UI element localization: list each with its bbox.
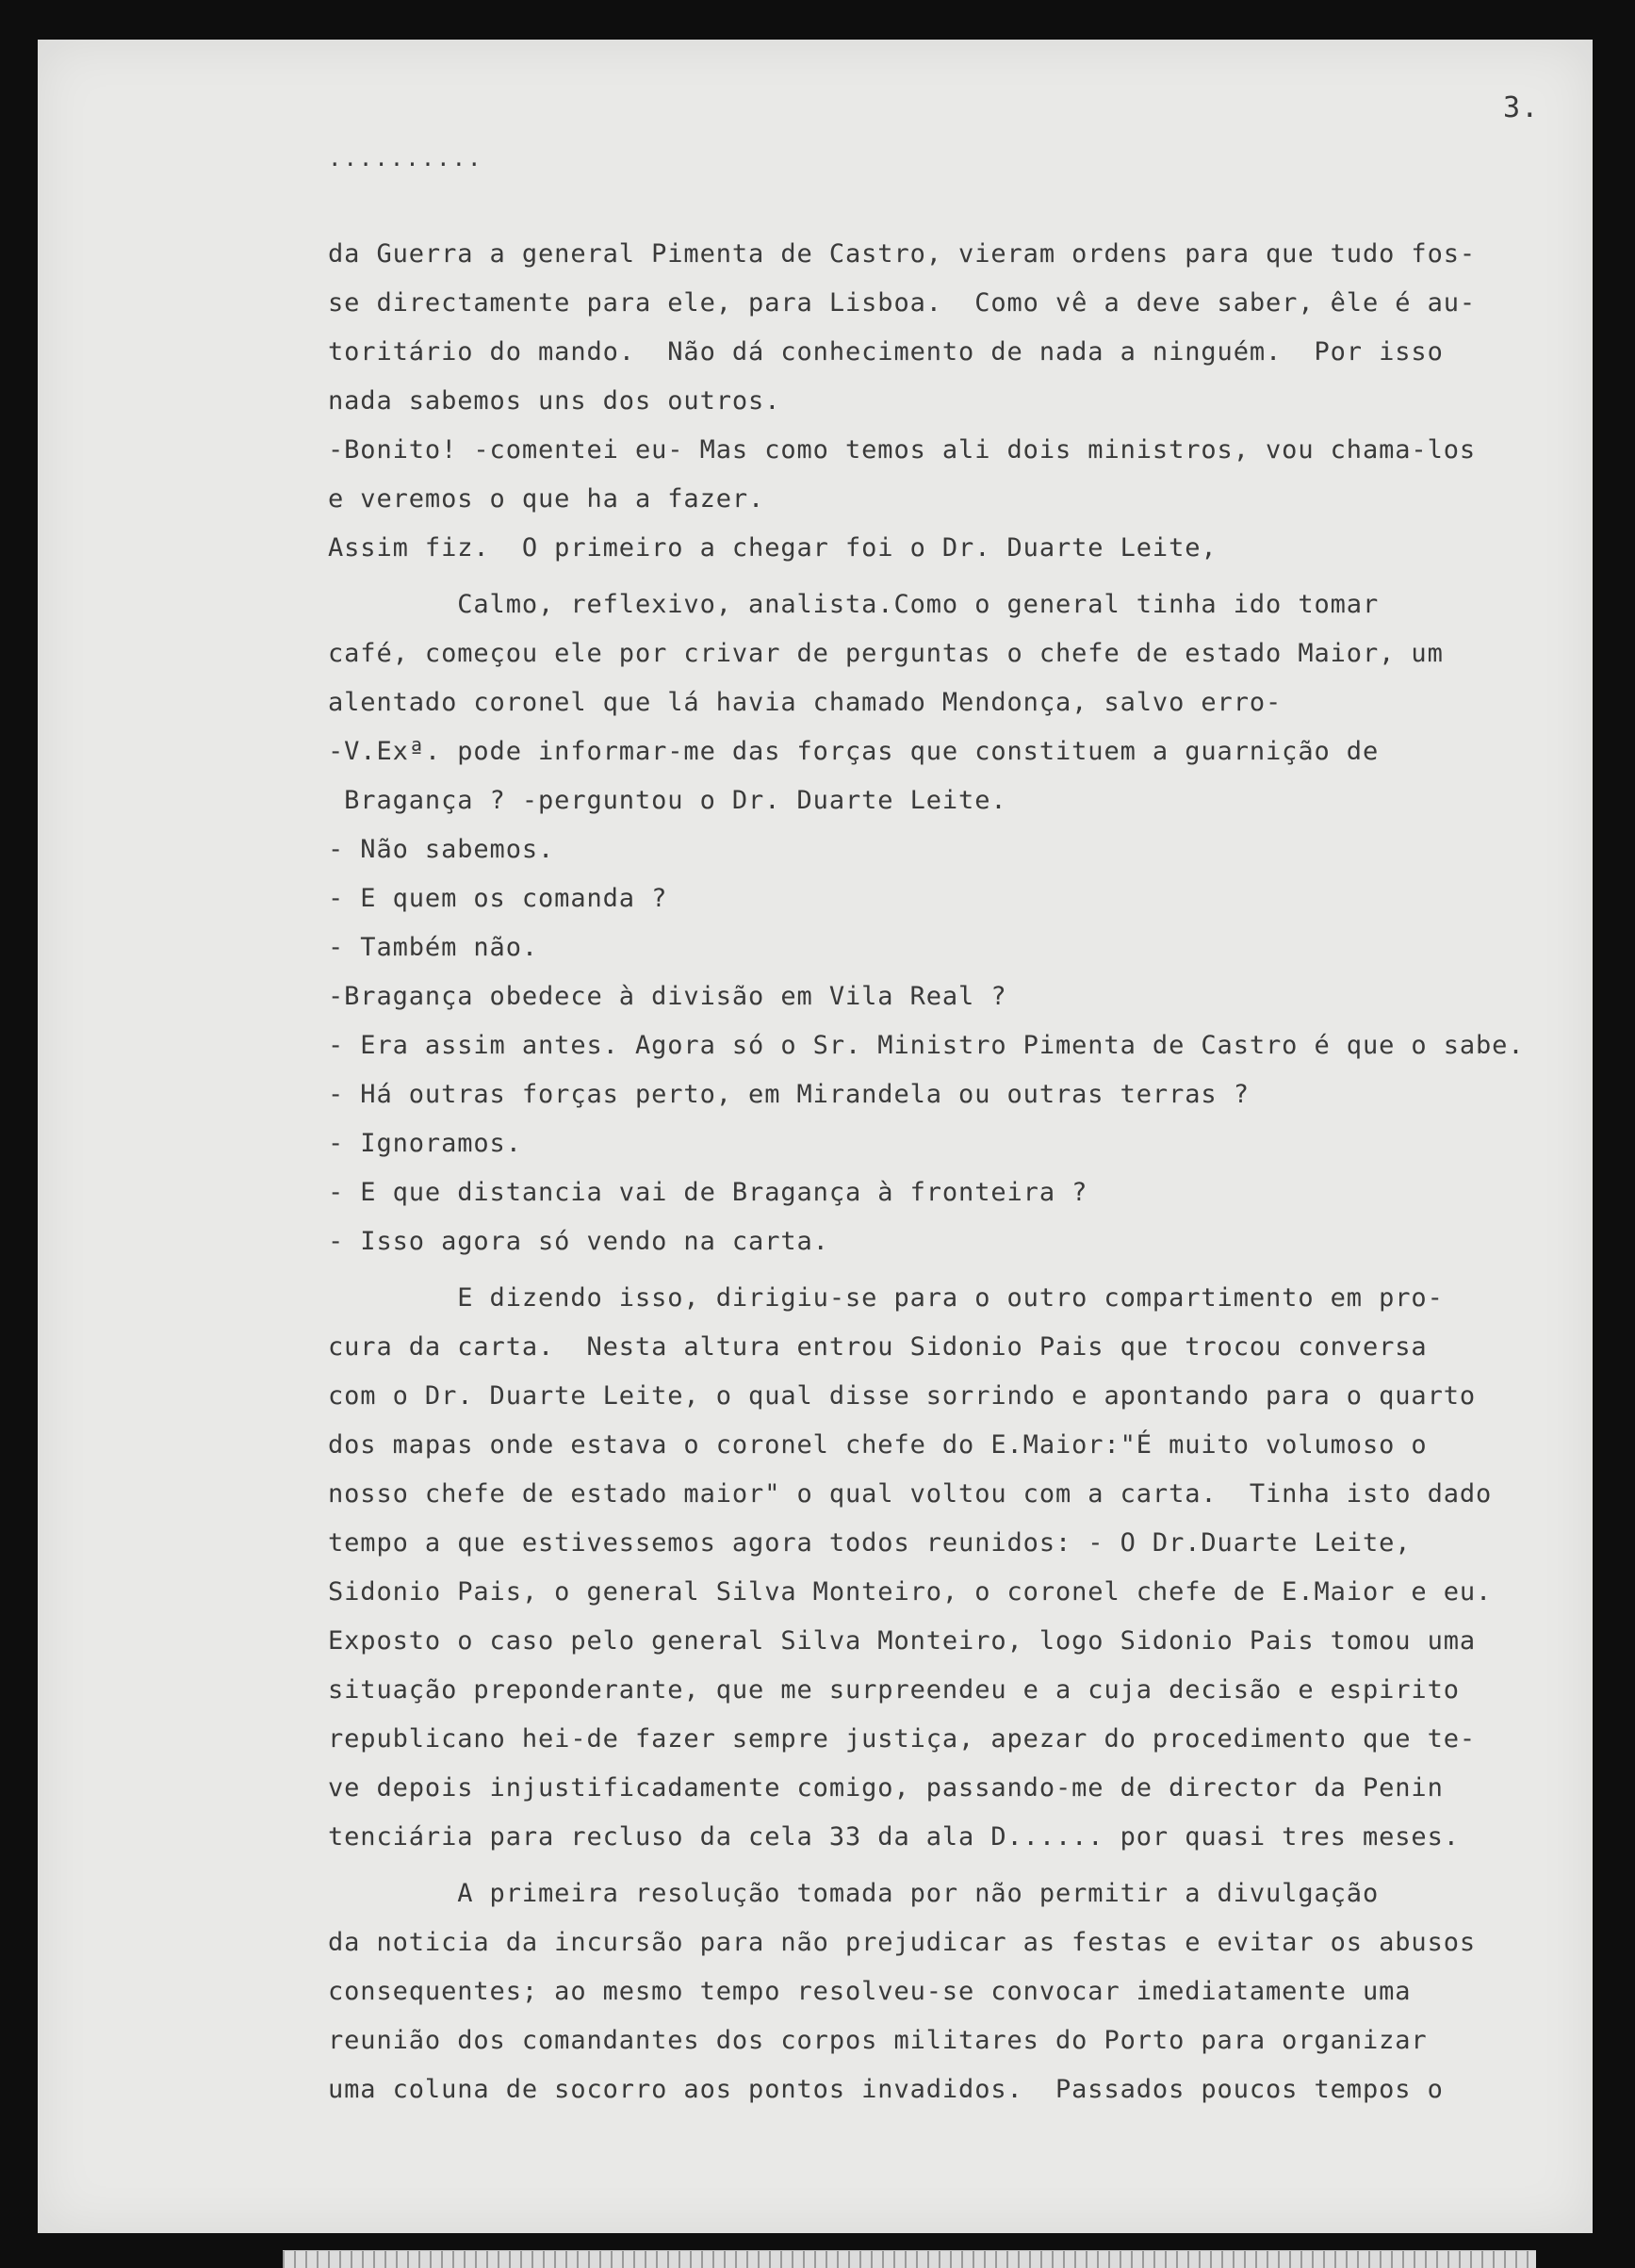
continuation-marker: .......... — [328, 145, 483, 171]
text-line: Assim fiz. O primeiro a chegar foi o Dr. Duarte Leite, — [328, 533, 1218, 563]
text-line: da noticia da incursão para não prejudicar as festas e evitar os abusos — [328, 1928, 1477, 1957]
text-line: - Também não. — [328, 933, 539, 962]
text-line: -Bragança obedece à divisão em Vila Real ? — [328, 982, 1007, 1011]
text-line: - Não sabemos. — [328, 835, 555, 864]
text-line: café, começou ele por crivar de perguntas o chefe de estado Maior, um — [328, 639, 1444, 668]
text-line: tenciária para recluso da cela 33 da ala D...... por quasi tres meses. — [328, 1822, 1460, 1852]
text-line: ve depois injustificadamente comigo, passando-me de director da Penin — [328, 1773, 1444, 1803]
text-line: - E quem os comanda ? — [328, 884, 668, 913]
text-line: e veremos o que ha a fazer. — [328, 484, 765, 514]
text-line: Exposto o caso pelo general Silva Monteiro, logo Sidonio Pais tomou uma — [328, 1626, 1477, 1656]
text-line: consequentes; ao mesmo tempo resolveu-se convocar imediatamente uma — [328, 1977, 1412, 2006]
text-line: situação preponderante, que me surpreendeu e a cuja decisão e espirito — [328, 1675, 1460, 1705]
text-line: -V.Exª. pode informar-me das forças que constituem a guarnição de — [328, 737, 1380, 766]
text-line: Sidonio Pais, o general Silva Monteiro, o coronel chefe de E.Maior e eu. — [328, 1577, 1493, 1607]
text-line: A primeira resolução tomada por não permitir a divulgação — [328, 1879, 1380, 1908]
text-line: -Bonito! -comentei eu- Mas como temos ali dois ministros, vou chama-los — [328, 435, 1477, 465]
text-line: - Há outras forças perto, em Mirandela ou outras terras ? — [328, 1080, 1250, 1109]
text-line: dos mapas onde estava o coronel chefe do E.Maior:"É muito volumoso o — [328, 1430, 1428, 1460]
text-line: - E que distancia vai de Bragança à fronteira ? — [328, 1178, 1088, 1207]
page-number: 3. — [1503, 91, 1540, 124]
text-line: E dizendo isso, dirigiu-se para o outro compartimento em pro- — [328, 1283, 1444, 1313]
text-line: reunião dos comandantes dos corpos militares do Porto para organizar — [328, 2026, 1428, 2055]
text-line: tempo a que estivessemos agora todos reunidos: - O Dr.Duarte Leite, — [328, 1528, 1412, 1558]
text-line: - Era assim antes. Agora só o Sr. Ministro Pimenta de Castro é que o sabe. — [328, 1031, 1525, 1060]
text-line: - Isso agora só vendo na carta. — [328, 1227, 829, 1256]
text-line: toritário do mando. Não dá conhecimento de nada a ninguém. Por isso — [328, 337, 1444, 367]
text-line: se directamente para ele, para Lisboa. Como vê a deve saber, êle é au- — [328, 288, 1477, 318]
text-line: com o Dr. Duarte Leite, o qual disse sorrindo e apontando para o quarto — [328, 1381, 1477, 1411]
text-line: nosso chefe de estado maior" o qual voltou com a carta. Tinha isto dado — [328, 1479, 1493, 1509]
text-line: alentado coronel que lá havia chamado Mendonça, salvo erro- — [328, 688, 1283, 717]
text-line: republicano hei-de fazer sempre justiça, apezar do procedimento que te- — [328, 1724, 1477, 1754]
text-line: da Guerra a general Pimenta de Castro, vieram ordens para que tudo fos- — [328, 239, 1477, 269]
text-line: Calmo, reflexivo, analista.Como o general tinha ido tomar — [328, 590, 1380, 619]
text-line: cura da carta. Nesta altura entrou Sidonio Pais que trocou conversa — [328, 1332, 1428, 1362]
scale-ruler — [283, 2250, 1536, 2268]
text-line: - Ignoramos. — [328, 1129, 522, 1158]
document-page — [38, 40, 1593, 2233]
text-line: nada sabemos uns dos outros. — [328, 386, 781, 416]
text-line: uma coluna de socorro aos pontos invadidos. Passados poucos tempos o — [328, 2075, 1444, 2104]
text-line: Bragança ? -perguntou o Dr. Duarte Leite. — [328, 786, 1007, 815]
